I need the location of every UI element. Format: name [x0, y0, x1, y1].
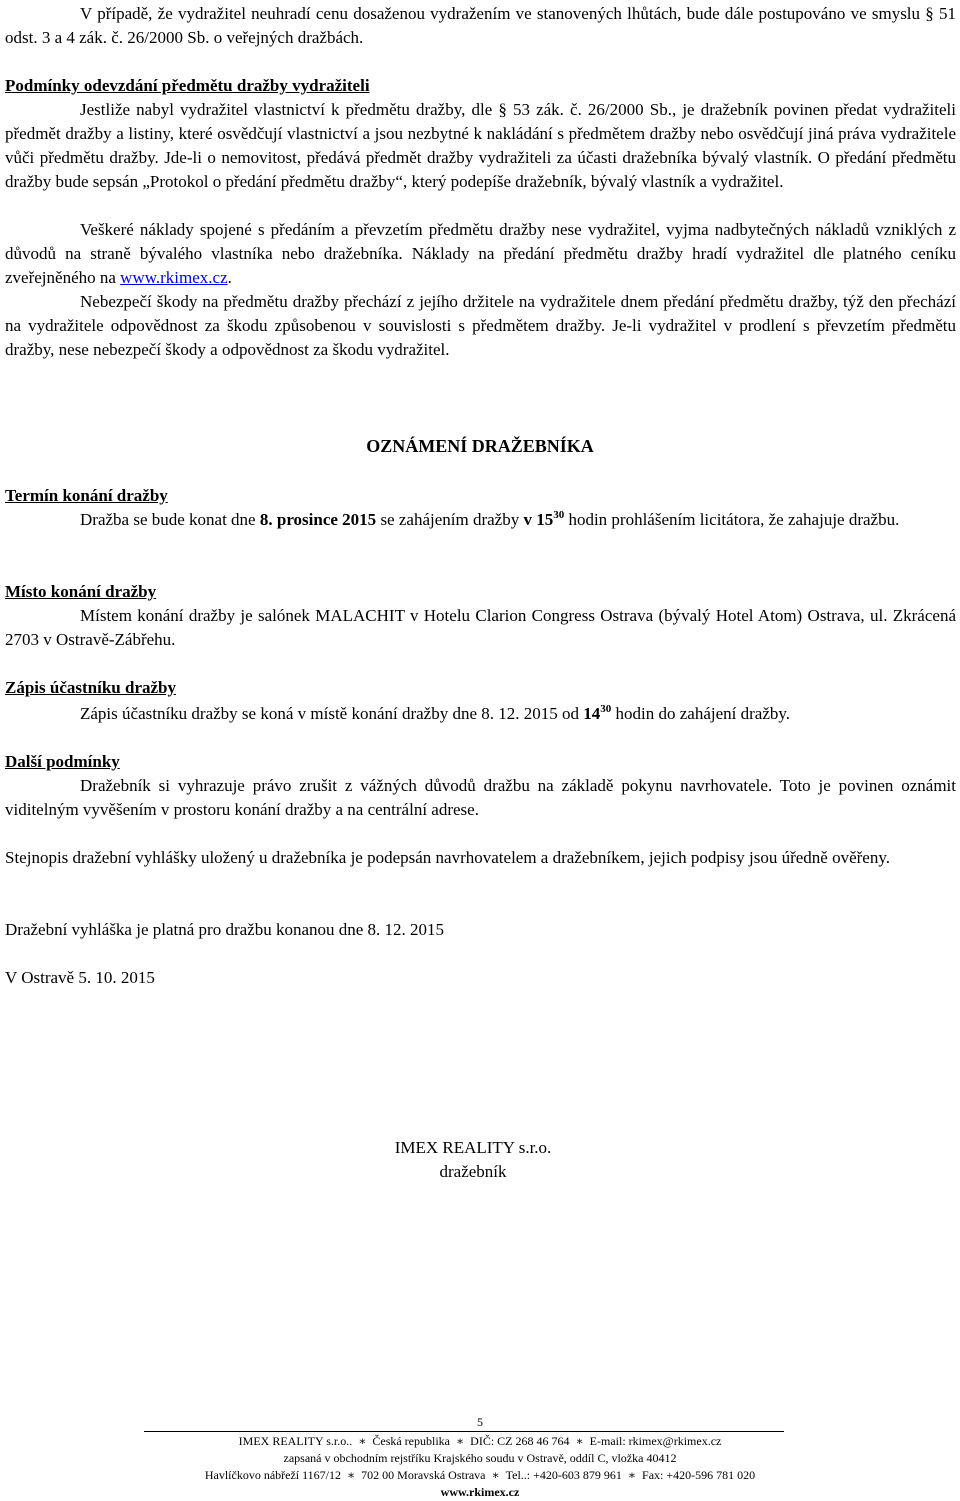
handover-title: Podmínky odevzdání předmětu dražby vydražiteli: [5, 76, 370, 95]
term-paragraph: [5, 508, 956, 532]
other-paragraph: Dražebník si vyhrazuje právo zrušit z vážných důvodů dražbu na základě pokynu navrhovatele. Toto je povinen oznámit viditelným vyvěšením v prostoru konání dražby a na centrální adrese.: [5, 776, 956, 819]
notice-heading: OZNÁMENÍ DRAŽEBNÍKA: [366, 436, 594, 456]
registration-title-line: [5, 676, 956, 700]
footer-line-1: [0, 1433, 960, 1450]
other-title-line: [5, 750, 956, 774]
footer-website: www.rkimex.cz: [440, 1485, 520, 1499]
term-time-minutes: 30: [553, 509, 565, 521]
handover-paragraph-2-text: Veškeré náklady spojené s předáním a převzetím předmětu dražby nese vydražitel, vyjma nadbytečných nákladů vzniklých z důvodů na straně bývalého vlastníka nebo dražebníka. Náklady na předání předmětu dražby hradí vydražitel dle platného ceníku zveřejněného na: [5, 220, 956, 287]
footer-line-2: zapsaná v obchodním rejstříku Krajského soudu v Ostravě, oddíl C, vložka 40412: [283, 1451, 677, 1465]
term-date: 8. prosince 2015: [259, 510, 377, 529]
footer-phone: Tel..: +420-603 879 961: [505, 1468, 622, 1482]
footer-line-3: [0, 1467, 960, 1484]
handover-paragraph-2-end: .: [227, 268, 232, 287]
place-title-line: [5, 580, 956, 604]
registration-time: 14: [583, 704, 601, 723]
place-date: V Ostravě 5. 10. 2015: [5, 968, 155, 987]
handover-paragraph-2: [5, 218, 956, 290]
footer-email: E-mail: rkimex@rkimex.cz: [589, 1434, 722, 1448]
place-paragraph: Místem konání dražby je salónek MALACHIT v Hotelu Clarion Congress Ostrava (bývalý Hotel Atom) Ostrava, ul. Zkrácená 2703 v Ostravě-Zábřehu.: [5, 606, 956, 649]
term-text-1: Dražba se bude konat dne: [80, 510, 260, 529]
other-title: Další podmínky: [5, 752, 120, 771]
footer-divider: [144, 1431, 784, 1432]
copy-note-paragraph: Stejnopis dražební vyhlášky uložený u dražebníka je podepsán navrhovatelem a dražebníkem, jejich podpisy jsou úředně ověřeny.: [5, 848, 890, 867]
term-title-line: [5, 484, 956, 508]
footer-separator-icon: ∗: [575, 1434, 584, 1448]
footer-city: 702 00 Moravská Ostrava: [361, 1468, 486, 1482]
term-text-3: hodin prohlášením licitátora, že zahajuje dražbu.: [564, 510, 900, 529]
footer-separator-icon: ∗: [347, 1468, 356, 1482]
registration-text-1: Zápis účastníku dražby se koná v místě konání dražby dne 8. 12. 2015 od: [80, 704, 584, 723]
signature-role: dražebník: [439, 1162, 507, 1181]
place-title: Místo konání dražby: [5, 582, 157, 601]
footer-separator-icon: ∗: [358, 1434, 367, 1448]
term-title: Termín konání dražby: [5, 486, 168, 505]
footer-separator-icon: ∗: [491, 1468, 500, 1482]
section-handover-title: [5, 74, 956, 98]
footer-fax: Fax: +420-596 781 020: [642, 1468, 756, 1482]
registration-time-minutes: 30: [600, 703, 612, 715]
footer-company: IMEX REALITY s.r.o..: [238, 1434, 353, 1448]
paragraph-payment: V případě, že vydražitel neuhradí cenu dosaženou vydražením ve stanovených lhůtách, bude dále postupováno ve smyslu § 51 odst. 3 a 4 zák. č. 26/2000 Sb. o veřejných dražbách.: [5, 4, 956, 47]
footer-country: Česká republika: [372, 1434, 451, 1448]
handover-paragraph-1: Jestliže nabyl vydražitel vlastnictví k předmětu dražby, dle § 53 zák. č. 26/2000 Sb., je dražebník povinen předat vydražiteli předmět dražby a listiny, které osvědčují vlastnictví a jsou nezbytné k nakládání s předmětem dražby nebo osvědčují jiná práva vydražitele vůči předmětu dražby. Jde-li o nemovitost, předává předmět dražby vydražiteli za účasti dražebníka bývalý vlastník. O předání předmětu dražby bude sepsán „Protokol o předání předmětu dražby“, který podepíše dražebník, bývalý vlastník a vydražitel.: [5, 100, 956, 191]
footer-street: Havlíčkovo nábřeží 1167/12: [204, 1468, 342, 1482]
term-text-2: se zahájením dražby: [376, 510, 524, 529]
page-number: 5: [477, 1415, 483, 1429]
registration-text-2: hodin do zahájení dražby.: [611, 704, 791, 723]
signature-company: IMEX REALITY s.r.o.: [394, 1138, 552, 1157]
handover-paragraph-3: Nebezpečí škody na předmětu dražby přechází z jejího držitele na vydražitele dnem předání předmětu dražby, týž den přechází na vydražitele odpovědnost za škodu způsobenou v souvislosti s předmětem dražby. Je-li vydražitel v prodlení s převzetím předmětu dražby, nese nebezpečí škody a odpovědnost za škodu vydražitel.: [5, 292, 956, 359]
website-link[interactable]: www.rkimex.cz: [120, 268, 228, 287]
validity-paragraph: Dražební vyhláška je platná pro dražbu konanou dne 8. 12. 2015: [5, 920, 445, 939]
footer-vat: DIČ: CZ 268 46 764: [470, 1434, 570, 1448]
footer-separator-icon: ∗: [627, 1468, 637, 1482]
term-time: v 15: [523, 510, 554, 529]
footer-separator-icon: ∗: [456, 1434, 465, 1448]
registration-paragraph: [5, 702, 956, 726]
registration-title: Zápis účastníku dražby: [5, 678, 176, 697]
